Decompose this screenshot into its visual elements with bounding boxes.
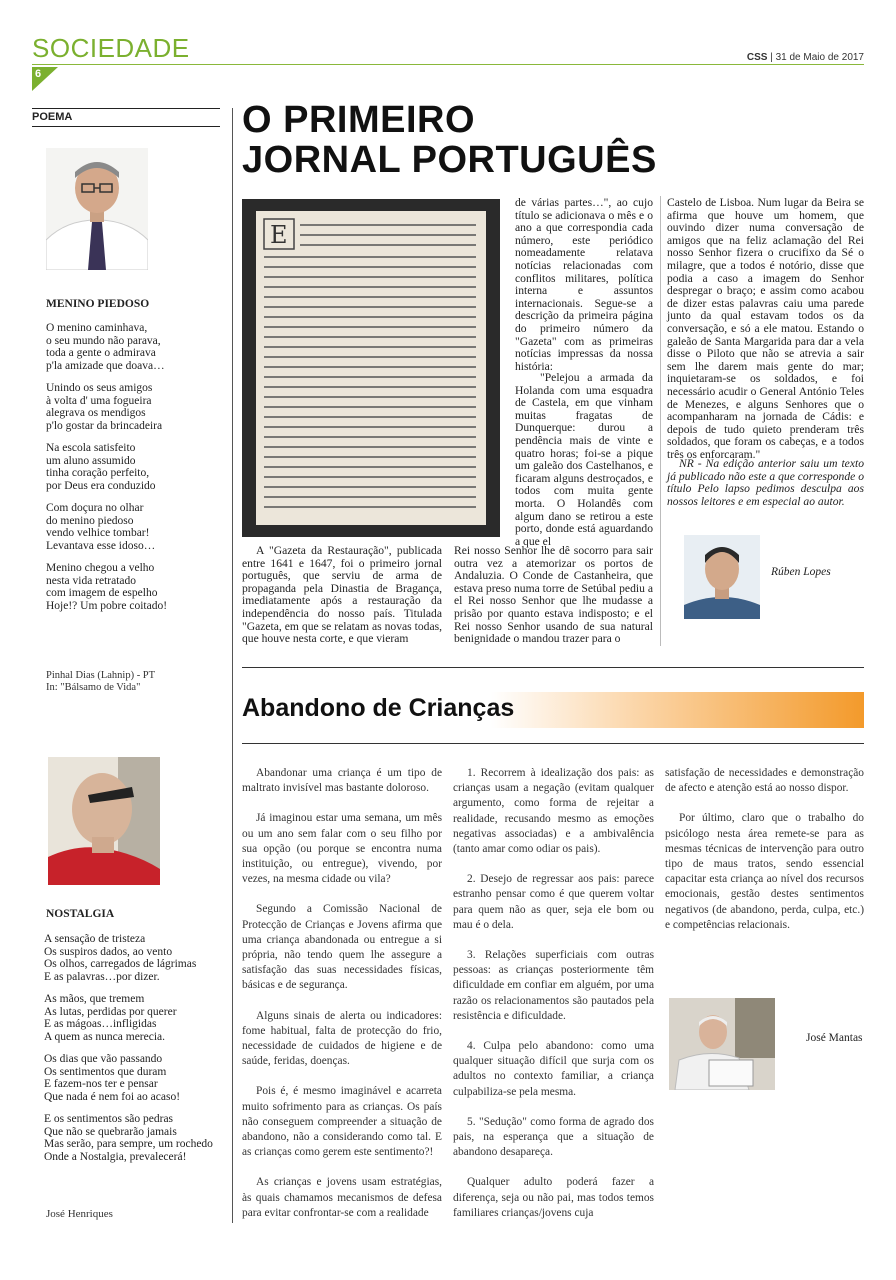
article-1-author: Rúben Lopes <box>771 566 831 578</box>
article-1-col-3: Castelo de Lisboa. Num lugar da Beira se afirma que houve um homem, que ouvindo dizer numa conversação de amigos que na feliz aclamação del Rei nosso Senhor fizera o crucifixo da Sé o milagre, que a todos é notório, disse que podia a caso a imagem do Senhor despregar o braço; e assim como acabou de dizer estas palavras caiu uma parede junto da qual estavam todos os da conversação, e só a ele matou. Estando o galeão de Santa Margarida para dar a vela disse o Piloto que não se atrevia a sair sem lhe darem mais gente do mar; inquietaram-se os soldados, e foi necessário acudir o General António Teles de Menezes, e alguns Senhores que o acompanharam na jornada de Cádis: e depois de tudo quieto prenderam três soldados, que foram os cabeças, e a todos três os enforcaram." <box>667 196 864 461</box>
author-photo-jose-mantas <box>669 998 775 1090</box>
paragraph: Segundo a Comissão Nacional de Protecção de Crianças e Jovens afirma que uma criança abandonada ou entregue a si própria, não tendo quem lhe assegure a satisfação das suas necessidades físicas, básicas e de segurança. <box>242 903 442 992</box>
poem-2-title: NOSTALGIA <box>46 908 115 920</box>
old-document-icon <box>256 211 486 525</box>
article-2-col-2 <box>453 766 654 1236</box>
poem-2-stanza: A sensação de tristeza Os suspiros dados, ao vento Os olhos, carregados de lágrimas E as palavras…por dizer. <box>44 933 197 983</box>
paragraph: As crianças e jovens usam estratégias, às quais chamamos mecanismos de defesa para evitar confrontar-se com a realidade <box>242 1176 442 1219</box>
author-photo-ruben <box>684 535 760 619</box>
poem-section-label: POEMA <box>32 108 220 127</box>
paragraph: Já imaginou estar uma semana, um mês ou um ano sem falar com o seu filho por sua opção (ou porque se encontra numa instituição, ou entregue), vivendo, por vezes, na mesma cidade ou vila? <box>242 812 442 886</box>
headline-line-1: O PRIMEIRO <box>242 99 476 141</box>
paragraph: 1. Recorrem à idealização dos pais: as crianças usam a negação (evitam qualquer argumento, como forma de rejeitar a realidade, recusando mesmo as emoções negativas associadas) e a ambivalência (tanto amar como odiar os pais). <box>453 767 654 856</box>
article-2-col-1 <box>242 766 442 1236</box>
article-separator <box>242 667 864 668</box>
article-2-headline: Abandono de Crianças <box>242 694 515 722</box>
svg-text:E: E <box>270 221 288 249</box>
poem-1-stanza: Unindo os seus amigos à volta d' uma fogueira alegrava os mendigos p'lo gostar da brincadeira <box>46 382 163 432</box>
column-divider <box>232 108 233 1223</box>
article-1-col-2a: de várias partes…", ao cujo título se adicionava o mês e o ano a que correspondia cada número, este periódico nomeadamente relatava notícias relacionadas com conflitos militares, política interna e assuntos internacionais. Segue-se a descrição da primeira página do primeiro número da "Gazeta" com as primeiras notícias impressas da nossa história: <box>515 196 653 373</box>
header-rule <box>32 64 864 65</box>
poem-2-stanza: Os dias que vão passando Os sentimentos que duram E fazem-nos ter e pensar Que nada é nem foi ao acaso! <box>44 1053 181 1103</box>
poem-2-body <box>44 933 230 1173</box>
issue-info: CSS | 31 de Maio de 2017 <box>746 52 864 63</box>
poem-1-title: MENINO PIEDOSO <box>46 298 150 310</box>
poem-1-source: Pinhal Dias (Lahnip) - PT In: "Bálsamo de Vida" <box>46 670 156 693</box>
issue-date: 31 de Maio de 2017 <box>775 52 864 63</box>
paragraph: 4. Culpa pelo abandono: como uma qualquer situação difícil que surja com os adultos no contexto familiar, a criança culpabiliza-se pela mesma. <box>453 1040 654 1098</box>
editor-note: NR - Na edição anterior saiu um texto já publicado não este a que corresponde o título Pelo lapso pedimos desculpa aos nossos leitores e em especial ao autor. <box>667 457 864 508</box>
article-1-headline <box>242 100 657 180</box>
section-title: SOCIEDADE <box>32 33 190 63</box>
poem-1-stanza: Com doçura no olhar do menino piedoso vendo velhice tombar! Levantava esse idoso… <box>46 502 156 552</box>
author-portrait-icon <box>684 535 760 619</box>
paragraph: Qualquer adulto poderá fazer a diferença, seja ou não pai, mas todos temos familiares crianças/jovens cuja <box>453 1176 654 1219</box>
paragraph: Abandonar uma criança é um tipo de maltrato invisível mas bastante doloroso. <box>242 767 442 795</box>
page-number: 6 <box>35 68 42 80</box>
poem-2-author: José Henriques <box>46 1208 113 1220</box>
poem-1-stanza: O menino caminhava, o seu mundo não parava, toda a gente o admirava p'la amizade que doava… <box>46 322 165 372</box>
poet-photo-2 <box>48 757 160 885</box>
article-1-col-2b: "Pelejou a armada da Holanda com uma esquadra de Castela, em que vinham muitas fragatas de Dunquerque: durou a pendência mais de vinte e quatro horas; foi-se a pique um galeão dos Castelhanos, e ficaram alguns destroçados, e todos com muita gente morta. O Holandês com algum dano se retirou a este porto, donde está aguardando a que el <box>515 371 653 548</box>
author-portrait-icon <box>669 998 775 1090</box>
article-2-col-3 <box>665 766 864 948</box>
headline-rule <box>242 743 864 744</box>
article-2-author: José Mantas <box>806 1032 863 1044</box>
paragraph: 3. Relações superficiais com outras pessoas: as crianças posteriormente têm dificuldade em confiar em alguém, por uma razão os relacionamentos são pautados pela resistência e dificuldade. <box>453 949 654 1022</box>
paragraph: 5. "Sedução" como forma de agrado dos pais, na esperança que a situação de abandono desapareça. <box>453 1115 654 1159</box>
publication-name: CSS <box>746 52 768 63</box>
poem-1-body <box>46 322 226 622</box>
paragraph: satisfação de necessidades e demonstração de afecto e atenção está ao nosso dispor. <box>665 767 864 795</box>
poem-1-stanza: Menino chegou a velho nesta vida retratado com imagem de espelho Hoje!? Um pobre coitado! <box>46 562 168 612</box>
poem-1-stanza: Na escola satisfeito um aluno assumido tinha coração perfeito, por Deus era conduzido <box>46 442 156 492</box>
article-1-col-1: A "Gazeta da Restauração", publicada entre 1641 e 1647, foi o primeiro jornal português, que serviu de arma de propaganda pela Dinastia de Bragança, imediatamente após a restauração da independência do nosso país. Titulada "Gazeta, em que se relatam as novas todas, que houve nesta corte, e que vieram <box>242 544 442 646</box>
paragraph: Alguns sinais de alerta ou indicadores: fome habitual, falta de protecção do frio, necessidade de cuidados de higiene e de saúde, feridas, doenças. <box>242 1009 442 1068</box>
paragraph: 2. Desejo de regressar aos pais: parece estranho pensar como é que querem voltar para quem não as quer, seja ele bom ou mau é o dela. <box>453 873 654 931</box>
poet-photo-1 <box>46 148 148 270</box>
poem-2-stanza: As mãos, que tremem As lutas, perdidas por querer E as mágoas…infligidas A quem as nunca merecia. <box>44 993 177 1043</box>
column-rule <box>660 196 661 646</box>
headline-line-2: JORNAL PORTUGUÊS <box>242 139 657 181</box>
paragraph: Pois é, é mesmo imaginável e acarreta muito sofrimento para as crianças. Os país não conseguem compreender a situação de abandono, não a considerando como tal. E as crianças como gerem este sentimento?! <box>242 1085 442 1159</box>
paragraph: Por último, claro que o trabalho do psicólogo nesta área remete-se para as mesmas técnicas de intervenção para outro tipo de maus tratos, sendo essencial capacitar esta criança ao nível dos recursos emocionais, gestão destes sentimentos negativos (de abandono, perda, culpa, etc.) e competências relacionais. <box>665 812 864 931</box>
article-1-col-2c: Rei nosso Senhor lhe dê socorro para sair outra vez a atemorizar os portos de Andaluzia. O Conde de Castanheira, que estava preso numa torre de Setúbal pediu a el Rei nosso Senhor que lhe mudasse a prisão por quanto estava indisposto; e el Rei nosso Senhor usando de sua natural benignidade o mandou trazer para o <box>454 544 653 646</box>
gazette-facsimile-image <box>242 199 500 537</box>
poet-portrait-icon <box>46 148 148 270</box>
poem-2-stanza: E os sentimentos são pedras Que não se quebrarão jamais Mas serão, para sempre, um rochedo Onde a Nostalgia, prevalecerá! <box>44 1113 213 1163</box>
poet-portrait-icon <box>48 757 160 885</box>
